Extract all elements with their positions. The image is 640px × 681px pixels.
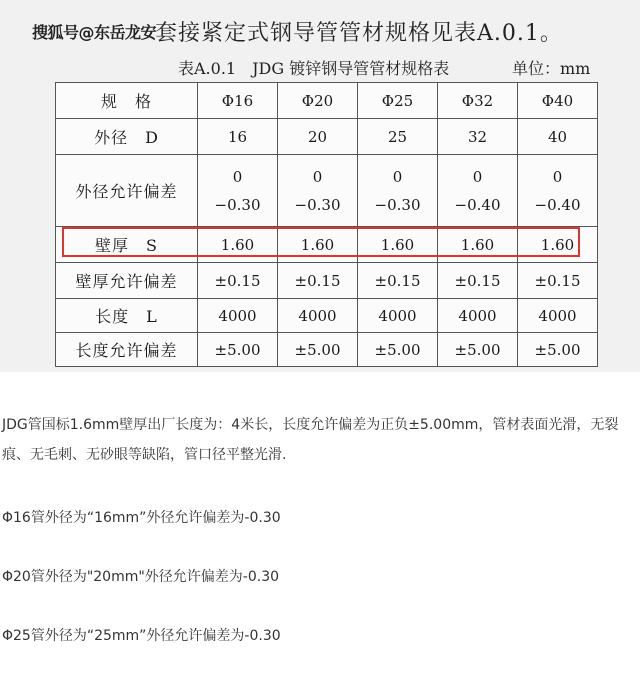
table-cell: 1.60 (358, 227, 438, 263)
table-row (56, 119, 598, 155)
table-cell: 1.60 (438, 227, 518, 263)
table-cell (438, 155, 518, 227)
header-cell: 规 格 (56, 83, 198, 119)
table-row (56, 227, 598, 263)
table-cell: 1.60 (278, 227, 358, 263)
table-cell: 40 (518, 119, 598, 155)
table-cell: 4000 (438, 299, 518, 333)
row-label: 壁厚允许偏差 (56, 263, 198, 299)
row-label: 外径 D (56, 119, 198, 155)
cell-top: 0 (312, 167, 323, 186)
unit-label: 单位：mm (512, 59, 591, 78)
table-cell (518, 155, 598, 227)
cell-top: 0 (232, 167, 243, 186)
table-cell: 25 (358, 119, 438, 155)
table-cell: ±5.00 (198, 333, 278, 367)
spec-table (55, 82, 598, 367)
cell-bottom: −0.30 (214, 195, 261, 214)
table-cell: ±5.00 (518, 333, 598, 367)
row-label: 长度 L (56, 299, 198, 333)
cell-bottom: −0.40 (534, 195, 581, 214)
table-cell: 4000 (358, 299, 438, 333)
body-paragraph: JDG管国标1.6mm壁厚出厂长度为：4米长，长度允许偏差为正负±5.00mm，管材表面光滑，无裂痕、无毛刺、无砂眼等缺陷，管口径平整光滑. (2, 417, 619, 463)
spec-line-phi16: Φ16管外径为“16mm”外径允许偏差为-0.30 (2, 510, 281, 526)
table-caption: 表A.0.1 JDG 镀锌钢导管管材规格表 (178, 59, 450, 78)
table-row (56, 299, 598, 333)
table-cell (358, 155, 438, 227)
table-row (56, 155, 598, 227)
header-cell: Φ40 (518, 83, 598, 119)
table-cell: 16 (198, 119, 278, 155)
row-label: 长度允许偏差 (56, 333, 198, 367)
table-cell (198, 155, 278, 227)
cell-top: 0 (472, 167, 483, 186)
table-row (56, 333, 598, 367)
cell-bottom: −0.40 (454, 195, 501, 214)
cell-bottom: −0.30 (374, 195, 421, 214)
table-header-row (56, 83, 598, 119)
table-cell: ±5.00 (438, 333, 518, 367)
table-cell: ±0.15 (358, 263, 438, 299)
row-label: 外径允许偏差 (56, 155, 198, 227)
table-cell: ±5.00 (278, 333, 358, 367)
table-cell: ±5.00 (358, 333, 438, 367)
table-cell: ±0.15 (438, 263, 518, 299)
cell-bottom: −0.30 (294, 195, 341, 214)
table-cell: ±0.15 (518, 263, 598, 299)
table-cell: 1.60 (518, 227, 598, 263)
table-cell: 4000 (518, 299, 598, 333)
table-cell: 1.60 (198, 227, 278, 263)
table-cell: ±0.15 (278, 263, 358, 299)
header-cell: Φ16 (198, 83, 278, 119)
header-cell: Φ25 (358, 83, 438, 119)
row-label: 壁厚 S (56, 227, 198, 263)
table-cell (278, 155, 358, 227)
watermark: 搜狐号@东岳龙安 (32, 23, 157, 42)
table-cell: 20 (278, 119, 358, 155)
table-cell: 4000 (278, 299, 358, 333)
spec-line-phi20: Φ20管外径为"20mm"外径允许偏差为-0.30 (2, 569, 280, 585)
spec-line-phi25: Φ25管外径为“25mm”外径允许偏差为-0.30 (2, 628, 281, 644)
table-cell: 4000 (198, 299, 278, 333)
table-cell: ±0.15 (198, 263, 278, 299)
scan-heading: 套接紧定式钢导管管材规格见表A.0.1。 (155, 21, 563, 46)
header-cell: Φ32 (438, 83, 518, 119)
header-cell: Φ20 (278, 83, 358, 119)
table-row (56, 263, 598, 299)
table-cell: 32 (438, 119, 518, 155)
cell-top: 0 (392, 167, 403, 186)
cell-top: 0 (552, 167, 563, 186)
